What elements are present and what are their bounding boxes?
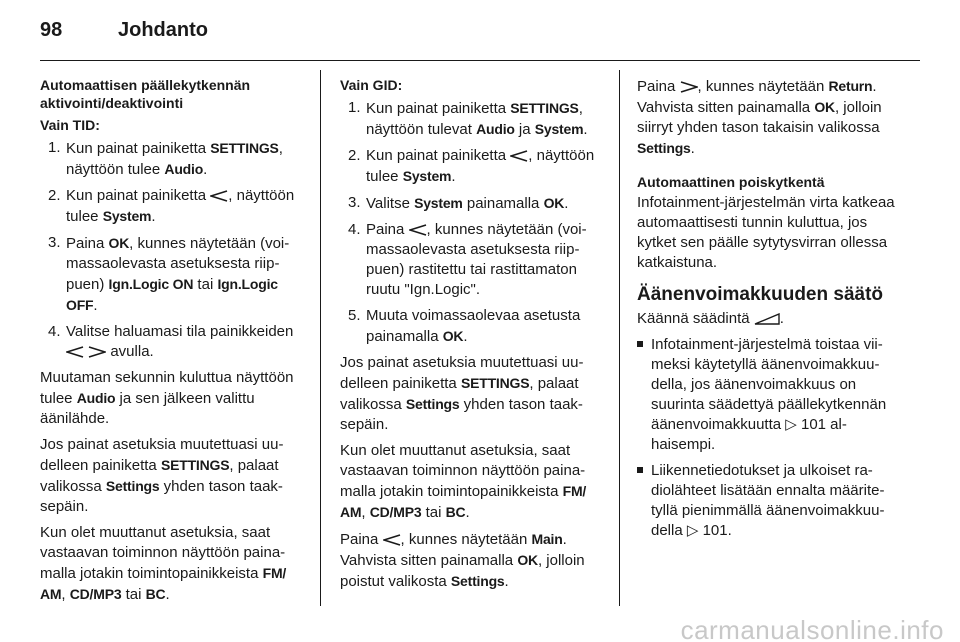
list-item: 4. Valitse haluamasi tila painikkeiden avulla. [48,323,294,360]
watermark: carmanualsonline.info [680,615,944,642]
header-rule [40,60,920,61]
list-item: 1. Kun painat painiketta SETTINGS, näyttöön tulevat Audio ja System. [348,99,588,138]
list-item: 2. Kun painat painiketta , näyttöön tulee System. [348,147,595,185]
section-subheading: Automaattinen poiskytkentä [637,174,825,190]
paragraph: Käännä säädintä . [637,310,784,327]
arrow-right-icon [88,346,106,358]
list-item: 4. Paina , kunnes näytetään (voimassaolevasta asetuksesta riippuen) rastitettu tai rastittamaton ruutu "Ign.Logic". [348,221,587,298]
list-item: 5. Muuta voimassaolevaa asetusta painamalla OK. [348,307,581,345]
gid-steps [340,98,608,347]
paragraph: Paina , kunnes näytetään Main. Vahvista sitten painamalla OK, jolloin poistut valikosta Settings. [340,531,585,590]
page-ref-icon: ▷ [686,522,699,539]
list-item: 2. Kun painat painiketta , näyttöön tulee System. [48,187,295,225]
list-item: 3. Paina OK, kunnes näytetään (voimassaolevasta asetuksesta riippuen) Ign.Logic ON tai Ign.Logic OFF. [48,234,290,314]
page-number: 98 [40,19,63,41]
paragraph: Kun olet muuttanut asetuksia, saat vastaavan toiminnon näyttöön painamalla jotakin toimintopainikkeista FM/ AM, CD/MP3 tai BC. [340,442,587,521]
column-divider [619,70,620,606]
column-divider [320,70,321,606]
arrow-left-icon [409,224,427,236]
paragraph: Paina , kunnes näytetään Return. Vahvista sitten painamalla OK, jolloin siirryt yhden tason takaisin valikossa Settings. [637,78,882,157]
arrow-left-icon [510,150,528,162]
page-ref-icon: ▷ [785,416,797,433]
column-1 [40,76,308,611]
list-item: Liikennetiedotukset ja ulkoiset radiolähteet lisätään ennalta määritetyllä pienimmällä äänenvoimakkuudella ▷ 101. [637,461,905,541]
page-title: Johdanto [118,19,208,41]
column-3 [637,76,905,547]
list-item: 1. Kun painat painiketta SETTINGS, näyttöön tulee Audio. [48,139,283,178]
page-ref-link[interactable]: 101 [800,416,827,433]
section-subheading: Automaattisen päällekytkennän aktivointi/deaktivointi [40,77,251,111]
paragraph: Jos painat asetuksia muutettuasi uudelleen painiketta SETTINGS, palaat valikossa Settings yhden tason taaksepäin. [340,354,584,433]
gid-heading: Vain GID: [340,77,403,93]
volume-knob-icon [754,313,780,325]
section-heading: Äänenvoimakkuuden säätö [637,284,884,305]
paragraph: Infotainment-järjestelmän virta katkeaa automaattisesti tunnin kuluttua, jos kytket sen päälle sytytysvirran ollessa katkaistuna. [637,194,895,271]
column-2 [340,76,608,598]
volume-notes [637,335,905,541]
page-header [40,20,920,50]
arrow-right-icon [680,81,698,93]
tid-heading: Vain TID: [40,117,100,133]
list-item: 3. Valitse System painamalla OK. [348,194,569,212]
tid-steps [40,138,308,362]
arrow-left-icon [383,534,401,546]
arrow-left-icon [66,346,84,358]
bullet-icon [637,467,643,473]
paragraph: Jos painat asetuksia muutettuasi uudelleen painiketta SETTINGS, palaat valikossa Settings yhden tason taaksepäin. [40,436,284,515]
list-item: Infotainment-järjestelmä toistaa viimeksi käytetyllä äänenvoimakkuudella, jos äänenvoimakkuus on suurinta säädettyä päällekytkennän äänenvoimakkuutta ▷ 101 alhaisempi. [637,335,905,455]
page-ref-link[interactable]: 101 [702,522,728,539]
paragraph: Muutaman sekunnin kuluttua näyttöön tulee Audio ja sen jälkeen valittu äänilähde. [40,369,294,427]
arrow-left-icon [210,190,228,202]
bullet-icon [637,341,643,347]
paragraph: Kun olet muuttanut asetuksia, saat vastaavan toiminnon näyttöön painamalla jotakin toimintopainikkeista FM/ AM, CD/MP3 tai BC. [40,524,287,603]
